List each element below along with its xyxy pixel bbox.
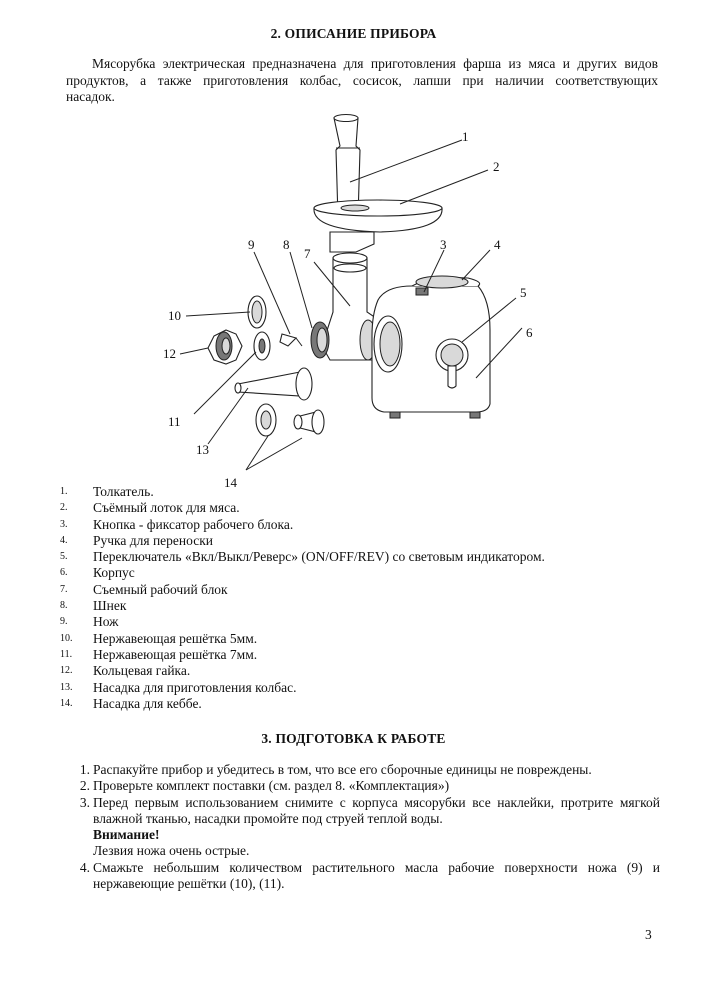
item-number: 14.	[60, 697, 73, 709]
list-item	[60, 533, 660, 549]
item-text: Кольцевая гайка.	[93, 663, 191, 679]
label-4: 4	[494, 237, 501, 252]
parts-list	[60, 484, 660, 712]
item-text: Ручка для переноски	[93, 532, 214, 548]
paragraph-line-1: Мясорубка электрическая предназначена для приготовления фарша из мяса и других видов	[92, 56, 658, 71]
item-number: 12.	[60, 665, 73, 677]
label-2: 2	[493, 159, 500, 174]
list-item	[70, 762, 660, 778]
item-number: 7.	[60, 583, 68, 595]
steps-list	[70, 762, 660, 892]
item-number: 9.	[60, 616, 68, 628]
list-item	[60, 517, 660, 533]
grate-7mm-drawing	[254, 332, 270, 360]
item-number: 13.	[60, 681, 73, 693]
list-item	[70, 795, 660, 860]
ring-nut-drawing	[208, 330, 242, 364]
label-13: 13	[196, 442, 209, 457]
list-item	[70, 778, 660, 794]
working-block-drawing	[322, 253, 376, 360]
page-number: 3	[645, 927, 652, 942]
step-number: 1.	[79, 762, 90, 777]
list-item	[60, 663, 660, 679]
item-number: 4.	[60, 534, 68, 546]
label-1: 1	[462, 129, 469, 144]
step-number: 3.	[79, 794, 90, 810]
item-number: 5.	[60, 551, 68, 563]
list-item	[60, 549, 660, 565]
list-item	[60, 598, 660, 614]
item-number: 11.	[60, 648, 73, 660]
step-text: Перед первым использованием снимите с корпуса мясорубки все наклейки, протрите мягкой влажной тканью, насадки промойте под струей теплой воды.	[93, 794, 660, 826]
item-number: 10.	[60, 632, 73, 644]
list-item	[60, 696, 660, 712]
list-item	[60, 680, 660, 696]
section-3-heading: 3. ПОДГОТОВКА К РАБОТЕ	[261, 731, 446, 746]
tray-drawing	[314, 200, 442, 232]
step-text: Смажьте небольшим количеством растительного масла рабочие поверхности ножа (9) и нержавеющие решётки (10), (11).	[93, 859, 660, 892]
item-text: Корпус	[93, 565, 135, 581]
label-12: 12	[163, 346, 176, 361]
item-number: 2.	[60, 502, 68, 514]
warning-title: Внимание!	[93, 827, 160, 843]
warning-text: Лезвия ножа очень острые.	[93, 843, 250, 859]
item-text: Нож	[93, 614, 119, 630]
item-number: 1.	[60, 486, 68, 497]
label-5: 5	[520, 285, 527, 300]
label-9: 9	[248, 237, 255, 252]
label-11: 11	[168, 414, 181, 429]
paragraph-line-3: насадок.	[66, 89, 115, 104]
step-number: 4.	[79, 859, 90, 875]
list-item	[60, 582, 660, 598]
list-item	[60, 484, 660, 500]
item-text: Насадка для приготовления колбас.	[93, 679, 297, 695]
item-text: Нержавеющая решётка 7мм.	[93, 646, 258, 662]
item-text: Насадка для кеббе.	[93, 695, 202, 711]
knife-drawing	[280, 334, 302, 346]
housing-drawing	[372, 276, 490, 418]
auger-drawing	[311, 322, 329, 358]
paragraph-line-2: продуктов, а также приготовления колбас, сосисок, лапши при наличии соответствующих	[66, 72, 658, 88]
item-text: Кнопка - фиксатор рабочего блока.	[93, 516, 294, 532]
item-text: Съёмный лоток для мяса.	[93, 500, 240, 516]
item-text: Съемный рабочий блок	[93, 581, 228, 597]
list-item	[70, 860, 660, 893]
list-item	[60, 614, 660, 630]
item-text: Толкатель.	[93, 484, 154, 499]
label-10: 10	[168, 308, 181, 323]
item-number: 8.	[60, 600, 68, 612]
kebbe-nozzle-drawing	[256, 404, 324, 436]
label-8: 8	[283, 237, 290, 252]
list-item	[60, 631, 660, 647]
list-item	[60, 565, 660, 581]
label-6: 6	[526, 325, 533, 340]
item-text: Переключатель «Вкл/Выкл/Реверс» (ON/OFF/REV) со световым индикатором.	[93, 549, 545, 565]
item-text: Нержавеющая решётка 5мм.	[93, 630, 258, 646]
step-text: Распакуйте прибор и убедитесь в том, что все его сборочные единицы не повреждены.	[93, 762, 592, 777]
list-item	[60, 647, 660, 663]
label-7: 7	[304, 246, 311, 261]
sausage-nozzle-drawing	[235, 368, 312, 400]
item-number: 3.	[60, 518, 68, 530]
section-2-heading: 2. ОПИСАНИЕ ПРИБОРА	[270, 26, 437, 41]
label-3: 3	[440, 237, 447, 252]
label-14: 14	[224, 475, 237, 490]
step-number: 2.	[79, 778, 90, 794]
item-number: 6.	[60, 567, 68, 579]
step-text: Проверьте комплект поставки (см. раздел 8. «Комплектация»)	[93, 778, 450, 794]
grate-5mm-drawing	[248, 296, 266, 328]
item-text: Шнек	[93, 598, 127, 614]
list-item	[60, 500, 660, 516]
